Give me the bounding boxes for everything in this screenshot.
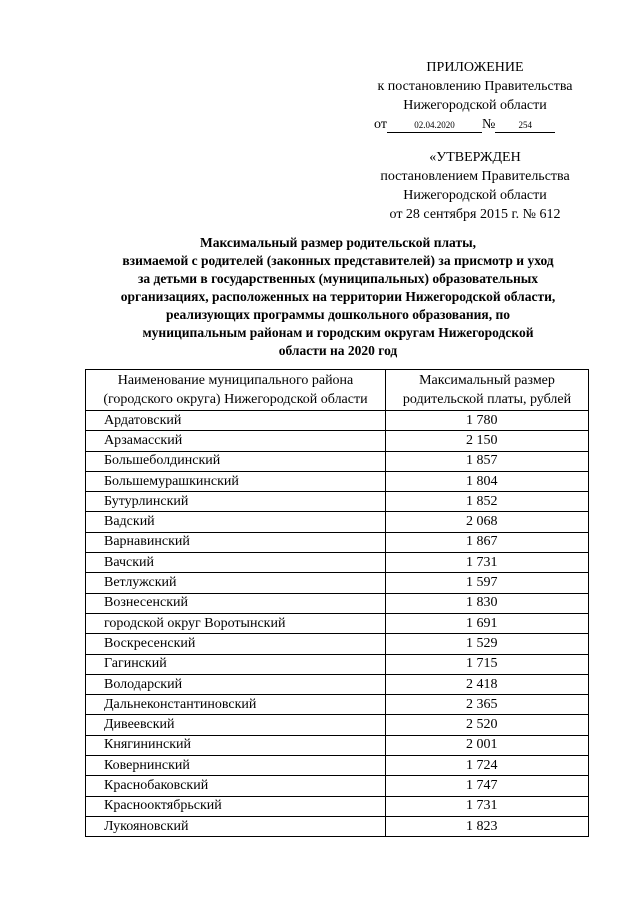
max-fee-value: 2 520 [386,715,589,735]
municipality-name: городской округ Воротынский [86,613,386,633]
max-fee-value: 1 823 [386,816,589,836]
max-fee-value: 1 691 [386,613,589,633]
number-label: № [481,117,496,132]
municipality-name: Краснобаковский [86,776,386,796]
max-fee-value: 2 150 [386,431,589,451]
table-header-row [86,370,589,411]
approved-line-3: Нижегородской области [403,188,547,203]
max-fee-value: 1 830 [386,593,589,613]
table-row [86,776,589,796]
table-body [86,411,589,837]
municipality-name: Большеболдинский [86,451,386,471]
table-row [86,593,589,613]
max-fee-value: 1 731 [386,553,589,573]
approved-line-1: «УТВЕРЖДЕН [429,150,521,165]
municipality-name: Володарский [86,674,386,694]
max-fee-value: 1 867 [386,532,589,552]
approved-line-4: от 28 сентября 2015 г. № 612 [389,207,561,222]
appendix-date-line [360,115,590,134]
max-fee-value: 1 715 [386,654,589,674]
fee-table [85,369,589,837]
municipality-name: Ветлужский [86,573,386,593]
resolution-number: 254 [495,119,555,133]
max-fee-value: 1 780 [386,411,589,431]
municipality-name: Вадский [86,512,386,532]
max-fee-value: 1 597 [386,573,589,593]
municipality-name: Воскресенский [86,634,386,654]
document-title [78,234,598,360]
table-row [86,553,589,573]
title-line: за детьми в государственных (муниципальных) образовательных [137,271,539,286]
appendix-line-3: Нижегородской области [403,98,547,113]
table-row [86,411,589,431]
municipality-name: Княгининский [86,735,386,755]
title-line: муниципальным районам и городским округам Нижегородской [142,325,534,340]
table-row [86,492,589,512]
appendix-title: ПРИЛОЖЕНИЕ [426,60,524,75]
table-row [86,471,589,491]
title-line: взимаемой с родителей (законных представителей) за присмотр и уход [122,253,554,268]
municipality-name: Варнавинский [86,532,386,552]
max-fee-value: 2 068 [386,512,589,532]
municipality-name: Вознесенский [86,593,386,613]
header-max-fee: Максимальный размер родительской платы, рублей [386,370,589,411]
max-fee-value: 2 418 [386,674,589,694]
table-row [86,532,589,552]
title-line: Максимальный размер родительской платы, [199,235,477,250]
municipality-name: Гагинский [86,654,386,674]
table-row [86,431,589,451]
municipality-name: Краснооктябрьский [86,796,386,816]
table-row [86,674,589,694]
municipality-name: Ардатовский [86,411,386,431]
municipality-name: Ковернинский [86,756,386,776]
title-line: реализующих программы дошкольного образования, по [166,307,510,322]
municipality-name: Дивеевский [86,715,386,735]
table-row [86,451,589,471]
approved-line-2: постановлением Правительства [380,169,570,184]
max-fee-value: 1 852 [386,492,589,512]
max-fee-value: 1 804 [386,471,589,491]
table-row [86,695,589,715]
table-row [86,634,589,654]
approved-block [360,148,590,224]
table-row [86,613,589,633]
table-row [86,654,589,674]
table-row [86,735,589,755]
municipality-name: Дальнеконстантиновский [86,695,386,715]
table-row [86,512,589,532]
appendix-line-2: к постановлению Правительства [377,79,573,94]
table-row [86,715,589,735]
title-line: организациях, расположенных на территории Нижегородской области, [120,289,556,304]
max-fee-value: 2 365 [386,695,589,715]
municipality-name: Арзамасский [86,431,386,451]
table-row [86,816,589,836]
municipality-name: Лукояновский [86,816,386,836]
from-label: от [374,117,387,132]
max-fee-value: 1 529 [386,634,589,654]
max-fee-value: 1 731 [386,796,589,816]
max-fee-value: 1 747 [386,776,589,796]
table-row [86,573,589,593]
title-line: области на 2020 год [278,343,398,358]
municipality-name: Бутурлинский [86,492,386,512]
max-fee-value: 1 724 [386,756,589,776]
table-row [86,796,589,816]
max-fee-value: 2 001 [386,735,589,755]
table-row [86,756,589,776]
resolution-date: 02.04.2020 [387,119,482,133]
municipality-name: Вачский [86,553,386,573]
appendix-block [360,58,590,134]
max-fee-value: 1 857 [386,451,589,471]
header-municipality: Наименование муниципального района (городского округа) Нижегородской области [86,370,386,411]
municipality-name: Большемурашкинский [86,471,386,491]
